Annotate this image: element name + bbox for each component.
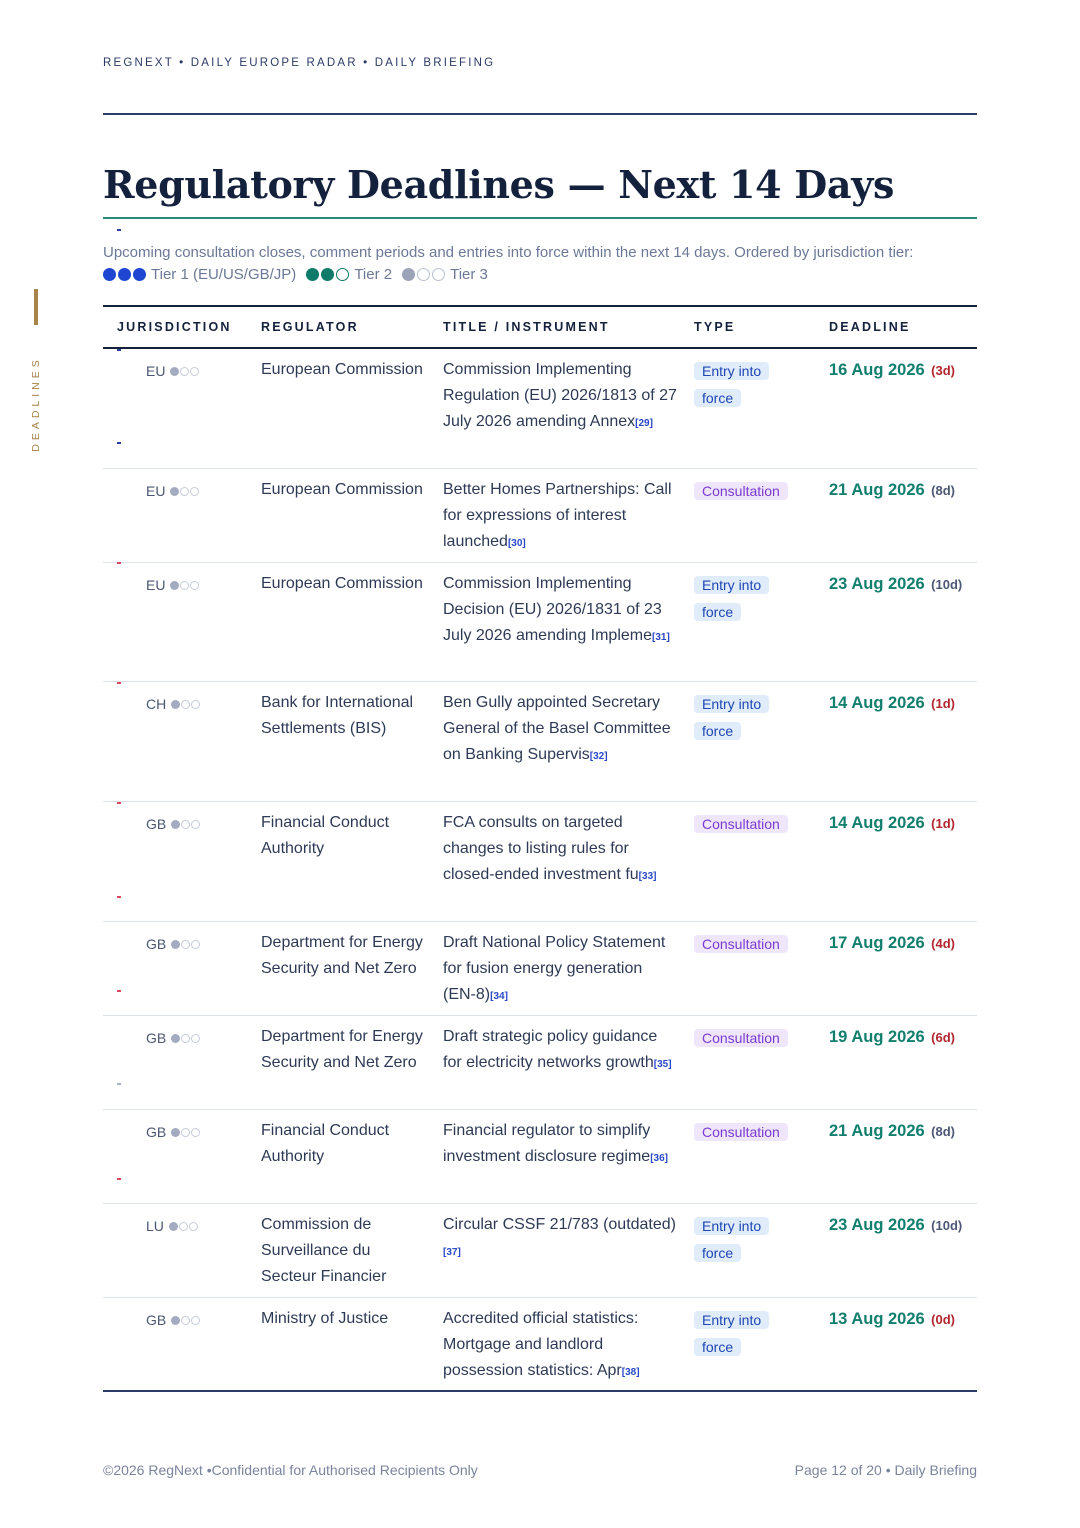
table-row [103, 1204, 977, 1298]
deadline-cell [829, 357, 979, 384]
type-cell [694, 1119, 804, 1146]
jurisdiction-code: GB [146, 936, 167, 952]
title-cell [443, 930, 678, 1010]
tier-dot-outline-icon [191, 1034, 200, 1043]
days-remaining: (6d) [931, 1030, 955, 1045]
reference-link[interactable]: [35] [653, 1059, 672, 1070]
deadline-cell [829, 810, 979, 837]
jurisdiction-cell [146, 572, 199, 598]
table-row [103, 1110, 977, 1204]
deadline-date: 21 Aug 2026 [829, 1122, 925, 1140]
table-row [103, 682, 977, 802]
footer-copyright: ©2026 RegNext •Confidential for Authorised Recipients Only [103, 1462, 478, 1478]
title-rule [103, 217, 977, 219]
tier-dot-outline-icon [181, 1034, 190, 1043]
title-cell [443, 690, 678, 770]
tier-dot-outline-icon [181, 820, 190, 829]
legend-tier-1 [103, 266, 296, 283]
deadline-cell [829, 1212, 979, 1239]
table-row [103, 349, 977, 469]
type-tag: Entry into force [694, 576, 769, 621]
jurisdiction-code: GB [146, 1030, 167, 1046]
regulator-cell: European Commission [261, 361, 423, 378]
footer-page-number: Page 12 of 20 • Daily Briefing [794, 1462, 977, 1478]
regulator-cell: European Commission [261, 575, 423, 592]
column-header-regulator: REGULATOR [261, 320, 359, 334]
deadline-cell [829, 1306, 979, 1333]
legend-label: Tier 2 [354, 266, 393, 283]
deadline-date: 21 Aug 2026 [829, 481, 925, 499]
jurisdiction-code: GB [146, 816, 167, 832]
jurisdiction-cell [146, 1025, 200, 1051]
type-tag: Consultation [694, 815, 788, 833]
deadline-date: 19 Aug 2026 [829, 1028, 925, 1046]
deadline-cell [829, 1024, 979, 1051]
tier-dot-icon [103, 268, 116, 281]
type-tag: Entry into force [694, 1311, 769, 1356]
instrument-title: Commission Implementing Regulation (EU) 2026/1813 of 27 July 2026 amending Annex [443, 361, 677, 430]
title-cell [443, 1306, 678, 1386]
instrument-title: Ben Gully appointed Secretary General of the Basel Committee on Banking Supervis [443, 694, 671, 763]
tier-dot-icon [171, 1034, 180, 1043]
type-tag: Consultation [694, 935, 788, 953]
jurisdiction-cell [146, 358, 199, 384]
instrument-title: Draft strategic policy guidance for electricity networks growth [443, 1028, 658, 1071]
intro-text: Upcoming consultation closes, comment periods and entries into force within the next 14 days. Ordered by jurisdiction tier: [103, 244, 914, 261]
legend-label: Tier 3 [450, 266, 488, 283]
deadline-date: 17 Aug 2026 [829, 934, 925, 952]
type-cell [694, 358, 804, 412]
deadline-date: 13 Aug 2026 [829, 1310, 925, 1328]
type-cell [694, 572, 804, 626]
tier-dot-icon [171, 700, 180, 709]
title-cell [443, 1212, 678, 1266]
deadline-date: 16 Aug 2026 [829, 361, 925, 379]
table-row [103, 1298, 977, 1392]
reference-link[interactable]: [31] [652, 632, 670, 643]
title-cell [443, 1118, 678, 1172]
reference-link[interactable]: [34] [490, 991, 508, 1002]
type-tag: Entry into force [694, 695, 769, 740]
tier-dot-icon [171, 1128, 180, 1137]
instrument-title: Financial regulator to simplify investment disclosure regime [443, 1122, 651, 1165]
deadline-date: 23 Aug 2026 [829, 1216, 925, 1234]
running-header: REGNEXT • DAILY EUROPE RADAR • DAILY BRIEFING [103, 57, 496, 69]
regulator-cell: Commission de Surveillance du Secteur Financier [261, 1216, 387, 1285]
type-tag: Entry into force [694, 362, 769, 407]
jurisdiction-code: EU [146, 363, 166, 379]
instrument-title: Draft National Policy Statement for fusion energy generation (EN-8) [443, 934, 666, 1003]
instrument-title: Accredited official statistics: Mortgage and landlord possession statistics: Apr [443, 1310, 639, 1379]
days-remaining: (10d) [931, 577, 963, 592]
tier-dot-outline-icon [432, 268, 445, 281]
table-row [103, 922, 977, 1016]
deadline-cell [829, 930, 979, 957]
margin-mark [117, 1178, 121, 1180]
tier-dot-icon [171, 940, 180, 949]
jurisdiction-cell [146, 811, 200, 837]
deadline-cell [829, 690, 979, 717]
instrument-title: FCA consults on targeted changes to listing rules for closed-ended investment fu [443, 814, 639, 883]
title-cell [443, 571, 678, 651]
margin-mark [117, 802, 121, 804]
margin-mark [117, 1083, 121, 1085]
tier-dot-icon [118, 268, 131, 281]
tier-dot-outline-icon [181, 700, 190, 709]
jurisdiction-cell [146, 478, 199, 504]
margin-mark [117, 442, 121, 444]
jurisdiction-cell [146, 1119, 200, 1145]
column-header-title: TITLE / INSTRUMENT [443, 320, 610, 334]
days-remaining: (1d) [931, 816, 955, 831]
type-tag: Consultation [694, 482, 788, 500]
jurisdiction-code: GB [146, 1124, 167, 1140]
table-row [103, 802, 977, 922]
column-header-type: TYPE [694, 320, 736, 334]
type-cell [694, 691, 804, 745]
deadline-date: 23 Aug 2026 [829, 575, 925, 593]
margin-mark [117, 562, 121, 564]
tier-dot-outline-icon [191, 1316, 200, 1325]
reference-link[interactable]: [33] [638, 871, 657, 882]
page-title: Regulatory Deadlines — Next 14 Days [103, 162, 895, 207]
title-cell [443, 1024, 678, 1078]
legend-label: Tier 1 (EU/US/GB/JP) [151, 266, 297, 283]
reference-link[interactable]: [32] [589, 751, 608, 762]
tier-dot-icon [169, 1222, 178, 1231]
jurisdiction-cell [146, 1213, 198, 1239]
title-cell [443, 477, 678, 557]
tier-dot-icon [171, 820, 180, 829]
tier-dot-outline-icon [181, 1128, 190, 1137]
tier-dot-outline-icon [181, 1316, 190, 1325]
days-remaining: (0d) [931, 1312, 955, 1327]
days-remaining: (4d) [931, 936, 955, 951]
regulator-cell: Department for Energy Security and Net Zero [261, 934, 423, 977]
tier-dot-outline-icon [417, 268, 430, 281]
margin-mark [117, 229, 121, 231]
reference-link[interactable]: [29] [635, 418, 653, 429]
type-cell [694, 1025, 804, 1052]
tier-dot-outline-icon [180, 487, 189, 496]
tier-dot-icon [402, 268, 415, 281]
table-row [103, 469, 977, 563]
tier-dot-outline-icon [180, 367, 189, 376]
tier-dot-outline-icon [336, 268, 349, 281]
type-tag: Consultation [694, 1029, 788, 1047]
side-accent-bar [34, 289, 38, 325]
days-remaining: (8d) [931, 1124, 955, 1139]
header-rule [103, 113, 977, 115]
tier-dot-icon [170, 487, 179, 496]
type-cell [694, 931, 804, 958]
tier-dot-icon [170, 367, 179, 376]
reference-link[interactable]: [30] [507, 538, 526, 549]
days-remaining: (3d) [931, 363, 955, 378]
tier-dot-icon [306, 268, 319, 281]
tier-dot-outline-icon [190, 581, 199, 590]
tier-dot-outline-icon [180, 581, 189, 590]
tier-legend [103, 266, 498, 283]
days-remaining: (1d) [931, 696, 955, 711]
tier-dot-outline-icon [191, 940, 200, 949]
jurisdiction-cell [146, 1307, 200, 1333]
legend-tier-3 [402, 266, 488, 283]
title-cell [443, 810, 678, 890]
tier-dot-outline-icon [189, 1222, 198, 1231]
jurisdiction-code: EU [146, 483, 166, 499]
jurisdiction-cell [146, 931, 200, 957]
margin-mark [117, 990, 121, 992]
regulator-cell: European Commission [261, 481, 423, 498]
margin-mark [117, 896, 121, 898]
deadline-cell [829, 477, 979, 504]
jurisdiction-code: LU [146, 1218, 164, 1234]
regulator-cell: Financial Conduct Authority [261, 1122, 390, 1165]
type-cell [694, 1213, 804, 1267]
reference-link[interactable]: [38] [621, 1367, 640, 1378]
days-remaining: (10d) [931, 1218, 963, 1233]
deadline-cell [829, 1118, 979, 1145]
days-remaining: (8d) [931, 483, 955, 498]
tier-dot-outline-icon [191, 700, 200, 709]
jurisdiction-code: EU [146, 577, 166, 593]
type-cell [694, 478, 804, 505]
table-header [103, 307, 977, 349]
jurisdiction-cell [146, 691, 200, 717]
reference-link[interactable]: [36] [650, 1153, 668, 1164]
instrument-title: Better Homes Partnerships: Call for expressions of interest launched [443, 481, 672, 550]
tier-dot-outline-icon [179, 1222, 188, 1231]
column-header-jurisdiction: JURISDICTION [117, 320, 232, 334]
regulator-cell: Ministry of Justice [261, 1310, 389, 1327]
type-tag: Consultation [694, 1123, 788, 1141]
tier-dot-outline-icon [191, 1128, 200, 1137]
type-tag: Entry into force [694, 1217, 769, 1262]
tier-dot-icon [321, 268, 334, 281]
deadline-date: 14 Aug 2026 [829, 694, 925, 712]
tier-dot-outline-icon [191, 820, 200, 829]
instrument-title: Circular CSSF 21/783 (outdated) [443, 1216, 676, 1233]
deadline-cell [829, 571, 979, 598]
tier-dot-icon [171, 1316, 180, 1325]
tier-dot-outline-icon [190, 367, 199, 376]
tier-dot-outline-icon [181, 940, 190, 949]
legend-tier-2 [306, 266, 392, 283]
type-cell [694, 1307, 804, 1361]
table-row [103, 1016, 977, 1110]
title-cell [443, 357, 678, 437]
margin-mark [117, 349, 121, 351]
side-section-label: DEADLINES [30, 356, 42, 452]
deadline-date: 14 Aug 2026 [829, 814, 925, 832]
instrument-title: Commission Implementing Decision (EU) 2026/1831 of 23 July 2026 amending Impleme [443, 575, 662, 644]
tier-dot-outline-icon [190, 487, 199, 496]
tier-dot-icon [170, 581, 179, 590]
regulator-cell: Bank for International Settlements (BIS) [261, 694, 414, 737]
regulator-cell: Department for Energy Security and Net Zero [261, 1028, 423, 1071]
table-row [103, 563, 977, 682]
type-cell [694, 811, 804, 838]
reference-link[interactable]: [37] [443, 1247, 461, 1258]
margin-mark [117, 682, 121, 684]
column-header-deadline: DEADLINE [829, 320, 911, 334]
tier-dot-icon [133, 268, 146, 281]
jurisdiction-code: GB [146, 1312, 167, 1328]
regulator-cell: Financial Conduct Authority [261, 814, 390, 857]
jurisdiction-code: CH [146, 696, 167, 712]
